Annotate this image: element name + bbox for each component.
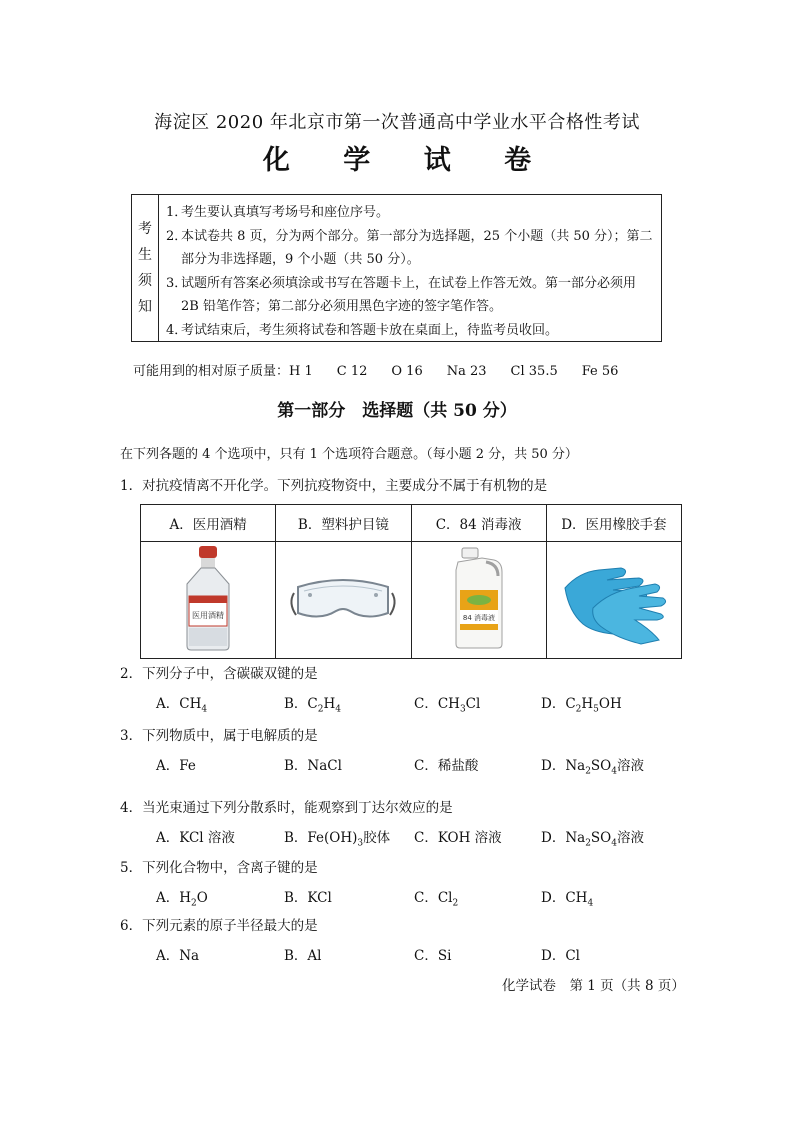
q6-option-c: C．Si (414, 948, 452, 964)
notice-item: 3． 试题所有答案必须填涂或书写在答题卡上，在试卷上作答无效。第一部分必须用 2B 铅笔作答；第二部分必须用黑色字迹的签字笔作答。 (166, 275, 637, 314)
notice-items (166, 201, 655, 342)
question-5-stem: 5．下列化合物中，含离子键的是 (120, 860, 318, 876)
q2-option-b: B．$C_2H_4$ (284, 696, 341, 715)
q1-option-c: C．84 消毒液 (411, 505, 546, 542)
q4-option-c: C．KOH 溶液 (414, 830, 502, 846)
bottle-label-text: 医用酒精 (192, 611, 225, 620)
question-2-stem: 2．下列分子中，含碳碳双键的是 (120, 666, 318, 682)
notice-label-char: 考 (138, 221, 152, 237)
q4-option-a: A．KCl 溶液 (156, 830, 235, 846)
notice-item: 4． 考试结束后，考生须将试卷和答题卡放在桌面上，待监考员收回。 (166, 322, 559, 338)
q3-option-d: D．$Na_2SO_4$溶液 (541, 758, 644, 777)
atomic-masses (133, 360, 642, 379)
question-6-stem: 6．下列元素的原子半径最大的是 (120, 918, 318, 934)
part-title: 第一部分 选择题（共 50 分） (277, 401, 517, 421)
rubber-gloves-icon (559, 548, 669, 648)
q4-option-b: B．$Fe(OH)_3$胶体 (284, 830, 391, 849)
atomic-mass: H 1 (289, 364, 313, 379)
q1-option-b: B．塑料护目镜 (276, 505, 411, 542)
q1-option-a: A．医用酒精 (141, 505, 276, 542)
question-1-stem: 1．对抗疫情离不开化学。下列抗疫物资中，主要成分不属于有机物的是 (120, 478, 548, 494)
atomic-mass: C 12 (336, 364, 368, 379)
notice-item: 2． 本试卷共 8 页，分为两个部分。第一部分为选择题，25 个小题（共 50 分）；第二部分为非选择题，9 个小题（共 50 分）。 (166, 228, 653, 267)
q6-option-d: D．Cl (541, 948, 580, 964)
page-footer: 化学试卷 第 1 页（共 8 页） (502, 978, 685, 994)
q3-option-a: A．Fe (156, 758, 196, 774)
notice-box (131, 194, 662, 342)
q6-option-b: B．Al (284, 948, 322, 964)
alcohol-bottle-image (141, 542, 276, 659)
question-1-options-table (140, 504, 682, 659)
q2-option-a: A．$CH_4$ (156, 696, 208, 715)
alcohol-bottle-icon (173, 544, 243, 652)
atomic-mass: Cl 35.5 (510, 364, 558, 379)
q3-option-b: B．NaCl (284, 758, 342, 774)
notice-label-char: 须 (138, 273, 152, 289)
q5-option-b: B．KCl (284, 890, 332, 906)
q5-option-d: D．$CH_4$ (541, 890, 594, 909)
atomic-mass: O 16 (391, 364, 423, 379)
jug-label-text: 84 消毒液 (462, 614, 495, 622)
q3-option-c: C．稀盐酸 (414, 758, 479, 774)
exam-title: 海淀区 2020 年北京市第一次普通高中学业水平合格性考试 (154, 112, 640, 133)
rubber-gloves-image (546, 542, 681, 659)
q5-option-a: A．$H_2O$ (156, 890, 208, 909)
atomic-mass: Fe 56 (581, 364, 619, 379)
notice-label-char: 生 (138, 247, 152, 263)
question-3-stem: 3．下列物质中，属于电解质的是 (120, 728, 318, 744)
notice-label (132, 195, 159, 341)
disinfectant-jug-image (411, 542, 546, 659)
atomic-mass: Na 23 (446, 364, 487, 379)
exam-subtitle: 化 学 试 卷 (262, 145, 554, 176)
goggles-image (276, 542, 411, 659)
q2-option-c: C．$CH_3Cl$ (414, 696, 481, 715)
question-4-stem: 4．当光束通过下列分散系时，能观察到丁达尔效应的是 (120, 800, 453, 816)
q5-option-c: C．$Cl_2$ (414, 890, 459, 909)
q2-option-d: D．$C_2H_5OH$ (541, 696, 622, 715)
part-instruction: 在下列各题的 4 个选项中，只有 1 个选项符合题意。（每小题 2 分，共 50 分） (120, 447, 578, 462)
goggles-icon (284, 563, 402, 633)
disinfectant-jug-icon (444, 544, 514, 652)
notice-label-char: 知 (138, 299, 152, 315)
q6-option-a: A．Na (156, 948, 200, 964)
q4-option-d: D．$Na_2SO_4$溶液 (541, 830, 644, 849)
atomic-masses-label: 可能用到的相对原子质量： (133, 364, 290, 379)
notice-item: 1． 考生要认真填写考场号和座位序号。 (166, 205, 390, 220)
q1-option-d: D．医用橡胶手套 (546, 505, 681, 542)
